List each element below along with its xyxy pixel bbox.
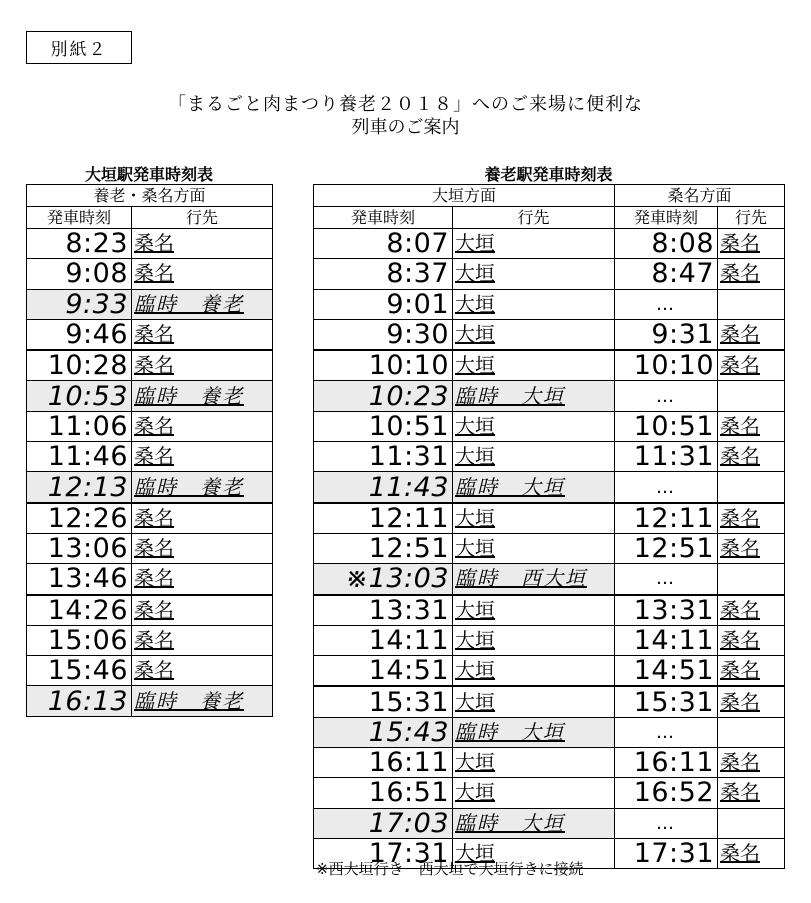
destination-ogaki-bound: 大垣 [453, 533, 615, 563]
departure-time-ogaki-bound: 13:31 [314, 595, 453, 626]
ogaki-col-time: 発車時刻 [27, 207, 132, 229]
destination-ogaki-bound: 大垣 [453, 259, 615, 289]
table-row [27, 350, 273, 381]
destination-ogaki-bound: 大垣 [453, 686, 615, 717]
departure-time-kuwana-bound: 15:31 [615, 686, 718, 717]
destination-kuwana-bound: 桑名 [718, 259, 785, 289]
destination-kuwana-bound: 桑名 [718, 411, 785, 441]
table-row [314, 472, 785, 503]
table-row [27, 595, 273, 626]
destination-ogaki-bound: 大垣 [453, 625, 615, 655]
destination-kuwana-bound: 桑名 [718, 748, 785, 778]
departure-time-ogaki-bound: 9:01 [314, 289, 453, 319]
departure-time: 11:06 [27, 411, 132, 441]
table-row [314, 625, 785, 655]
destination: 桑名 [132, 319, 273, 350]
departure-time-kuwana-bound: 11:31 [615, 442, 718, 472]
destination-kuwana-bound [718, 808, 785, 838]
table-row [27, 411, 273, 441]
departure-time-kuwana-bound: 16:11 [615, 748, 718, 778]
departure-time: 15:06 [27, 625, 132, 655]
destination-ogaki-bound: 大垣 [453, 595, 615, 626]
table-row [27, 381, 273, 411]
destination: 桑名 [132, 442, 273, 472]
table-row [314, 808, 785, 838]
table-row [314, 259, 785, 289]
table-row [27, 625, 273, 655]
destination-ogaki-bound: 臨時 西大垣 [453, 564, 615, 595]
yoro-direction-left: 大垣方面 [314, 185, 615, 207]
destination-kuwana-bound: 桑名 [718, 595, 785, 626]
departure-time-ogaki-bound: 8:07 [314, 229, 453, 259]
departure-time: 13:46 [27, 564, 132, 595]
departure-time-kuwana-bound: 10:10 [615, 350, 718, 381]
departure-time-kuwana-bound: 16:52 [615, 778, 718, 808]
departure-time-ogaki-bound: 14:51 [314, 656, 453, 687]
destination-kuwana-bound [718, 381, 785, 411]
destination-ogaki-bound: 大垣 [453, 411, 615, 441]
departure-time: 8:23 [27, 229, 132, 259]
departure-time-kuwana-bound: 14:11 [615, 625, 718, 655]
departure-time-kuwana-bound: … [615, 472, 718, 503]
yoro-col-dest-left: 行先 [453, 207, 615, 229]
departure-time-kuwana-bound: 12:11 [615, 503, 718, 534]
departure-time: 10:53 [27, 381, 132, 411]
table-row [27, 442, 273, 472]
title-line-1: 「まるごと肉まつり養老２０１８」へのご来場に便利な [168, 94, 643, 115]
departure-time-kuwana-bound: 9:31 [615, 319, 718, 350]
departure-time-kuwana-bound: 13:31 [615, 595, 718, 626]
yoro-timetable [313, 184, 785, 869]
ogaki-direction: 養老・桑名方面 [27, 185, 273, 207]
destination-ogaki-bound: 臨時 大垣 [453, 808, 615, 838]
departure-time-ogaki-bound: 16:11 [314, 748, 453, 778]
table-row [27, 686, 273, 716]
destination-kuwana-bound: 桑名 [718, 656, 785, 687]
destination-ogaki-bound: 大垣 [453, 229, 615, 259]
destination-kuwana-bound: 桑名 [718, 778, 785, 808]
departure-time-kuwana-bound: 12:51 [615, 533, 718, 563]
table-row [314, 229, 785, 259]
destination: 桑名 [132, 350, 273, 381]
yoro-col-dest-right: 行先 [718, 207, 785, 229]
destination-kuwana-bound: 桑名 [718, 533, 785, 563]
table-row [27, 319, 273, 350]
destination-ogaki-bound: 大垣 [453, 503, 615, 534]
departure-time-kuwana-bound: … [615, 381, 718, 411]
destination-kuwana-bound [718, 717, 785, 747]
departure-time: 9:46 [27, 319, 132, 350]
destination: 桑名 [132, 259, 273, 289]
table-row [314, 778, 785, 808]
destination-kuwana-bound [718, 472, 785, 503]
destination-kuwana-bound: 桑名 [718, 350, 785, 381]
destination-kuwana-bound [718, 289, 785, 319]
destination: 臨時 養老 [132, 686, 273, 716]
departure-time-ogaki-bound: 11:31 [314, 442, 453, 472]
departure-time: 10:28 [27, 350, 132, 381]
table-row [27, 289, 273, 319]
yoro-col-time-left: 発車時刻 [314, 207, 453, 229]
departure-time-kuwana-bound: 8:47 [615, 259, 718, 289]
footnote: ※西大垣行き 西大垣で大垣行きに接続 [316, 860, 584, 878]
destination: 桑名 [132, 656, 273, 686]
departure-time-ogaki-bound: 10:51 [314, 411, 453, 441]
table-row [27, 503, 273, 534]
destination-kuwana-bound [718, 564, 785, 595]
destination-ogaki-bound: 大垣 [453, 350, 615, 381]
destination-ogaki-bound: 臨時 大垣 [453, 717, 615, 747]
destination: 桑名 [132, 503, 273, 534]
destination-ogaki-bound: 大垣 [453, 748, 615, 778]
table-row [314, 411, 785, 441]
departure-time-ogaki-bound: 15:43 [314, 717, 453, 747]
destination: 臨時 養老 [132, 472, 273, 503]
departure-time-ogaki-bound: 16:51 [314, 778, 453, 808]
table-row [314, 289, 785, 319]
table-row [314, 319, 785, 350]
departure-time-ogaki-bound: 9:30 [314, 319, 453, 350]
departure-time-kuwana-bound: 14:51 [615, 656, 718, 687]
departure-time-ogaki-bound: 17:31 [314, 838, 453, 868]
destination: 桑名 [132, 564, 273, 595]
departure-time-kuwana-bound: … [615, 717, 718, 747]
table-row [314, 442, 785, 472]
table-row [27, 564, 273, 595]
destination-ogaki-bound: 臨時 大垣 [453, 472, 615, 503]
departure-time-kuwana-bound: 17:31 [615, 838, 718, 868]
departure-time: 9:08 [27, 259, 132, 289]
departure-time-ogaki-bound: 10:23 [314, 381, 453, 411]
attachment-label: 別紙２ [26, 31, 132, 64]
destination-ogaki-bound: 大垣 [453, 838, 615, 868]
departure-time-kuwana-bound: 10:51 [615, 411, 718, 441]
title-line-2: 列車のご案内 [351, 117, 460, 138]
table-row [314, 595, 785, 626]
destination-kuwana-bound: 桑名 [718, 442, 785, 472]
destination-ogaki-bound: 大垣 [453, 778, 615, 808]
yoro-caption: 養老駅発車時刻表 [484, 165, 613, 184]
destination-ogaki-bound: 臨時 大垣 [453, 381, 615, 411]
destination: 桑名 [132, 595, 273, 626]
departure-time-ogaki-bound: 12:11 [314, 503, 453, 534]
departure-time-kuwana-bound: 8:08 [615, 229, 718, 259]
table-row [314, 656, 785, 687]
table-row [314, 350, 785, 381]
table-row [314, 564, 785, 595]
destination: 臨時 養老 [132, 381, 273, 411]
table-row [314, 533, 785, 563]
departure-time-ogaki-bound: 12:51 [314, 533, 453, 563]
destination: 桑名 [132, 533, 273, 563]
ogaki-col-dest: 行先 [132, 207, 273, 229]
departure-time: 13:06 [27, 533, 132, 563]
departure-time: 12:13 [27, 472, 132, 503]
destination: 臨時 養老 [132, 289, 273, 319]
destination-kuwana-bound: 桑名 [718, 503, 785, 534]
ogaki-caption: 大垣駅発車時刻表 [84, 165, 213, 184]
departure-time: 14:26 [27, 595, 132, 626]
departure-time-ogaki-bound: 8:37 [314, 259, 453, 289]
table-row [314, 503, 785, 534]
destination-ogaki-bound: 大垣 [453, 442, 615, 472]
destination-kuwana-bound: 桑名 [718, 229, 785, 259]
destination-kuwana-bound: 桑名 [718, 625, 785, 655]
destination: 桑名 [132, 229, 273, 259]
departure-time: 11:46 [27, 442, 132, 472]
table-row [27, 533, 273, 563]
departure-time: 9:33 [27, 289, 132, 319]
departure-time-kuwana-bound: … [615, 808, 718, 838]
table-row [27, 259, 273, 289]
departure-time-kuwana-bound: … [615, 564, 718, 595]
departure-time: 12:26 [27, 503, 132, 534]
departure-time-ogaki-bound: 11:43 [314, 472, 453, 503]
destination: 桑名 [132, 625, 273, 655]
table-row [314, 717, 785, 747]
yoro-col-time-right: 発車時刻 [615, 207, 718, 229]
destination-ogaki-bound: 大垣 [453, 289, 615, 319]
destination-kuwana-bound: 桑名 [718, 838, 785, 868]
table-row [27, 472, 273, 503]
ogaki-timetable [26, 184, 273, 717]
destination-kuwana-bound: 桑名 [718, 319, 785, 350]
table-row [27, 229, 273, 259]
departure-time: 15:46 [27, 656, 132, 686]
departure-time-kuwana-bound: … [615, 289, 718, 319]
yoro-direction-right: 桑名方面 [615, 185, 785, 207]
departure-time-ogaki-bound: 17:03 [314, 808, 453, 838]
table-row [27, 656, 273, 686]
table-row [314, 381, 785, 411]
table-row [314, 686, 785, 717]
destination-ogaki-bound: 大垣 [453, 319, 615, 350]
destination-ogaki-bound: 大垣 [453, 656, 615, 687]
departure-time-ogaki-bound: 10:10 [314, 350, 453, 381]
destination-kuwana-bound: 桑名 [718, 686, 785, 717]
departure-time-ogaki-bound: 15:31 [314, 686, 453, 717]
departure-time-ogaki-bound: 14:11 [314, 625, 453, 655]
departure-time-ogaki-bound: ※13:03 [314, 564, 453, 595]
destination: 桑名 [132, 411, 273, 441]
departure-time: 16:13 [27, 686, 132, 716]
table-row [314, 748, 785, 778]
